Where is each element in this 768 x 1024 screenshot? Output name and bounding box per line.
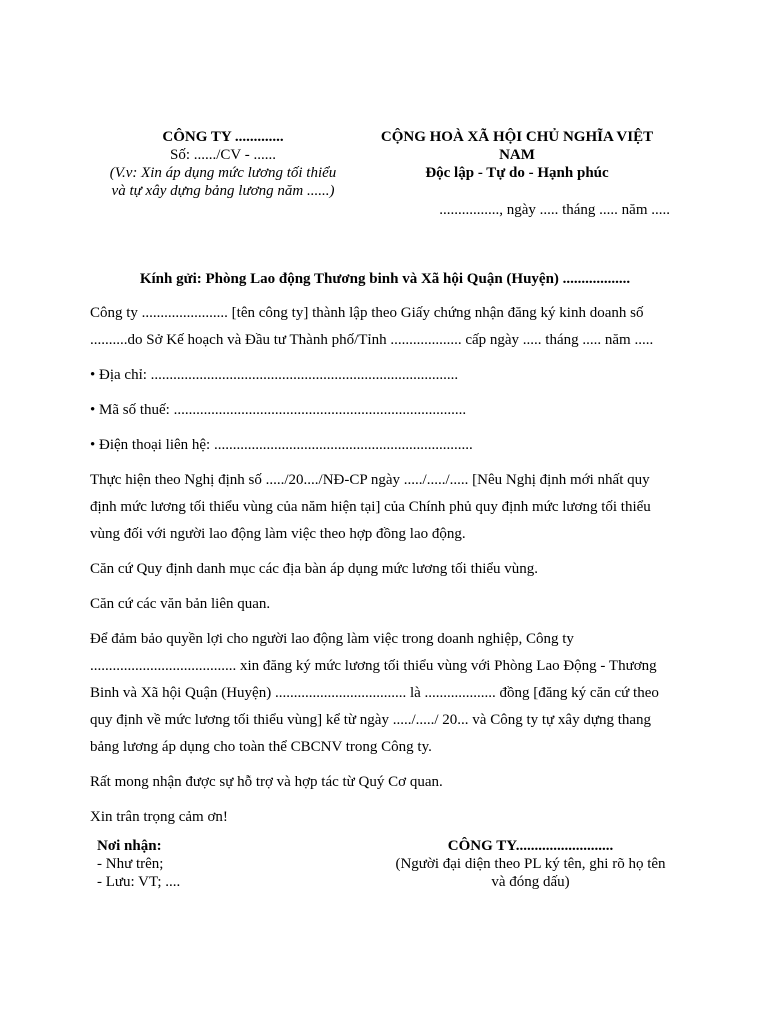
paragraph-address: • Địa chỉ: .................................................................................. xyxy=(90,367,459,383)
recipient-item: - Lưu: VT; .... xyxy=(97,874,181,890)
signer-note-line-2: và đóng dấu) xyxy=(491,874,570,890)
paragraph-request: Để đảm bảo quyền lợi cho người lao động làm việc trong doanh nghiệp, Công ty ....................................... xin đăng ký mức lương tối thiểu vùng với Phòng Lao Động - Thương Binh và Xã hội Quận (Huyện) ................................... là ................... đồng [đăng ký căn cứ theo quy định về mức lương tối thiểu vùng] kể từ ngày ...../...../ 20... và Công ty tự xây dựng thang bảng lương áp dụng cho toàn thể CBCNV trong Công ty. xyxy=(90,631,659,755)
national-motto: Độc lập - Tự do - Hạnh phúc xyxy=(425,165,609,181)
paragraph-hope: Rất mong nhận được sự hỗ trợ và hợp tác từ Quý Cơ quan. xyxy=(90,774,443,790)
recipient-item: - Như trên; xyxy=(97,856,164,872)
document-number: Số: ....../CV - ...... xyxy=(170,147,276,163)
header-left-block xyxy=(103,128,343,200)
recipient-heading: Kính gửi: Phòng Lao động Thương binh và Xã hội Quận (Huyện) .................. xyxy=(139,271,631,287)
subject-line-1: (V.v: Xin áp dụng mức lương tối thiểu xyxy=(109,165,337,181)
company-name: CÔNG TY ............. xyxy=(162,129,284,145)
paragraph-phone: • Điện thoại liên hệ: ..................................................................... xyxy=(90,437,473,453)
paragraph-basis-2: Căn cứ các văn bản liên quan. xyxy=(90,596,271,612)
recipients-title: Nơi nhận: xyxy=(97,838,162,854)
signer-note-line-1: (Người đại diện theo PL ký tên, ghi rõ họ tên xyxy=(395,856,666,872)
signature-block xyxy=(388,837,673,891)
paragraph-thanks: Xin trân trọng cảm ơn! xyxy=(90,809,228,825)
paragraph-decree: Thực hiện theo Nghị định số ...../20..../NĐ-CP ngày ...../...../..... [Nêu Nghị định mới nhất quy định mức lương tối thiểu vùng của năm hiện tại] của Chính phủ quy định mức lương tối thiểu vùng đối với người lao động làm việc theo hợp đồng lao động. xyxy=(90,472,651,542)
header-right-block xyxy=(372,128,662,182)
signer-company: CÔNG TY.......................... xyxy=(447,838,614,854)
document-date: ................, ngày ..... tháng ..... năm ..... xyxy=(439,202,670,218)
country-title-line-1: CỘNG HOÀ XÃ HỘI CHỦ NGHĨA VIỆT xyxy=(380,129,654,145)
paragraph-company-info: Công ty ....................... [tên công ty] thành lập theo Giấy chứng nhận đăng ký kinh doanh số ..........do Sở Kế hoạch và Đầu tư Thành phố/Tỉnh ................... cấp ngày ..... tháng ..... năm ..... xyxy=(90,305,654,348)
recipients-list xyxy=(97,837,297,891)
subject-line-2: và tự xây dựng bảng lương năm ......) xyxy=(111,183,335,199)
document-body xyxy=(90,300,680,839)
paragraph-basis-1: Căn cứ Quy định danh mục các địa bàn áp dụng mức lương tối thiểu vùng. xyxy=(90,561,539,577)
paragraph-tax-code: • Mã số thuế: .............................................................................. xyxy=(90,402,467,418)
country-title-line-2: NAM xyxy=(499,147,535,163)
